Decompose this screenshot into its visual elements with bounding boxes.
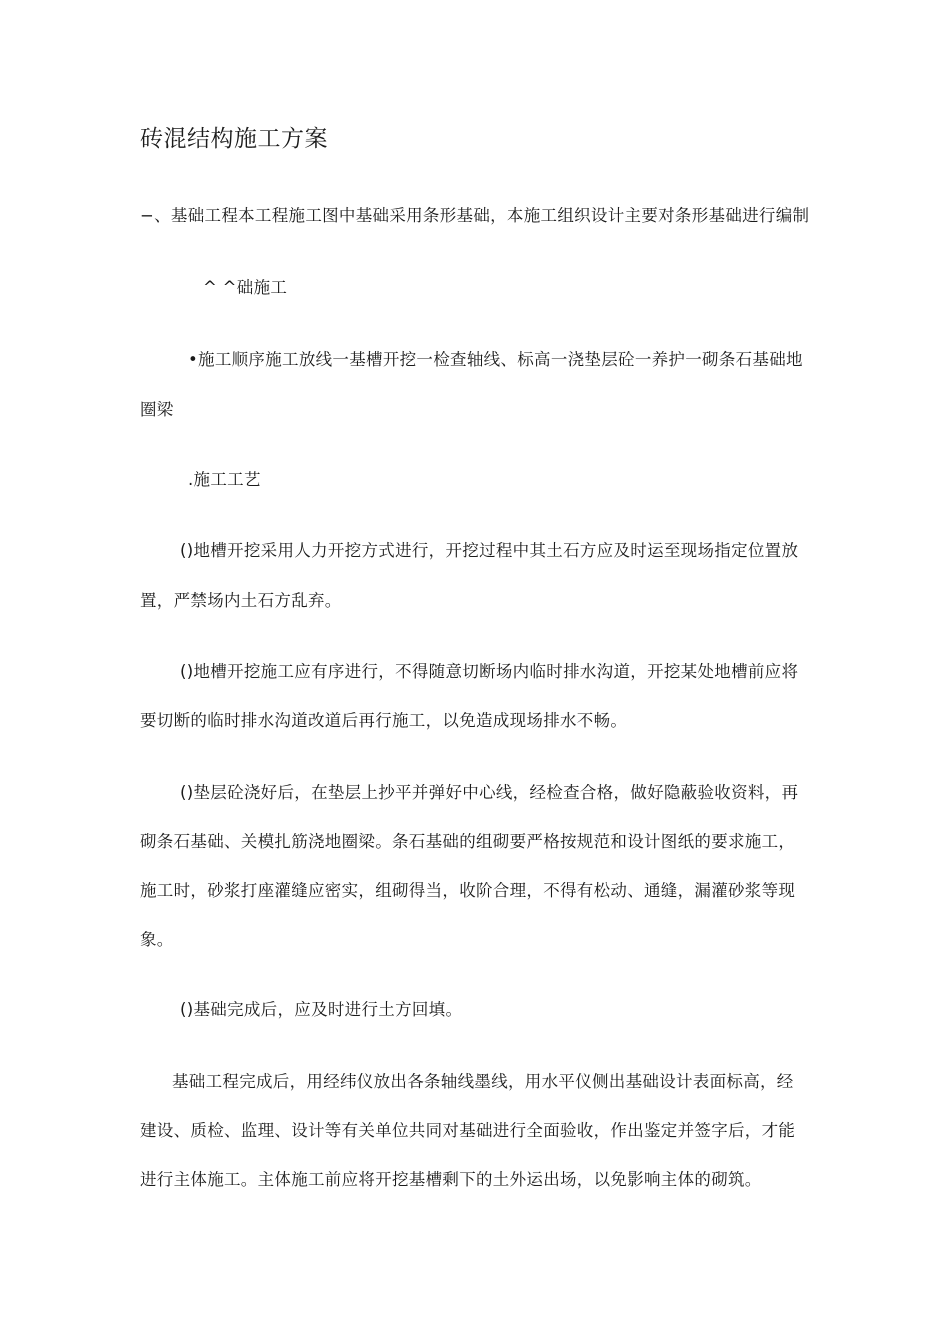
paragraph-line: ()基础完成后，应及时进行土方回填。: [180, 1000, 463, 1019]
document-title: 砖混结构施工方案: [140, 126, 328, 152]
paragraph-line: 象。: [140, 930, 174, 949]
paragraph-line: −、基础工程本工程施工图中基础采用条形基础，本施工组织设计主要对条形基础进行编制: [140, 206, 810, 225]
section-heading: .施工工艺: [188, 470, 261, 489]
paragraph-line: 砌条石基础、关模扎筋浇地圈梁。条石基础的组砌要严格按规范和设计图纸的要求施工，: [140, 832, 796, 851]
paragraph-line: ()地槽开挖施工应有序进行，不得随意切断场内临时排水沟道，开挖某处地槽前应将: [180, 662, 799, 681]
paragraph-line: 要切断的临时排水沟道改道后再行施工，以免造成现场排水不畅。: [140, 711, 628, 730]
paragraph-line: 圈梁: [140, 400, 174, 419]
paragraph-line: 基础工程完成后，用经纬仪放出各条轴线墨线，用水平仪侧出基础设计表面标高，经: [172, 1072, 794, 1091]
paragraph-line: 施工时，砂浆打座灌缝应密实，组砌得当，收阶合理，不得有松动、通缝，漏灌砂浆等现: [140, 881, 796, 900]
paragraph-line: 置，严禁场内土石方乱弃。: [140, 591, 342, 610]
paragraph-line: 进行主体施工。主体施工前应将开挖基槽剩下的土外运出场，以免影响主体的砌筑。: [140, 1170, 762, 1189]
section-heading: ^ ^础施工: [203, 278, 288, 297]
paragraph-line: •施工顺序施工放线一基槽开挖一检查轴线、标高一浇垫层砼一养护一砌条石基础地: [188, 350, 803, 369]
paragraph-line: ()垫层砼浇好后，在垫层上抄平并弹好中心线，经检查合格，做好隐蔽验收资料，再: [180, 783, 799, 802]
paragraph-line: ()地槽开挖采用人力开挖方式进行，开挖过程中其土石方应及时运至现场指定位置放: [180, 541, 799, 560]
paragraph-line: 建设、质检、监理、设计等有关单位共同对基础进行全面验收，作出鉴定并签字后，才能: [140, 1121, 796, 1140]
